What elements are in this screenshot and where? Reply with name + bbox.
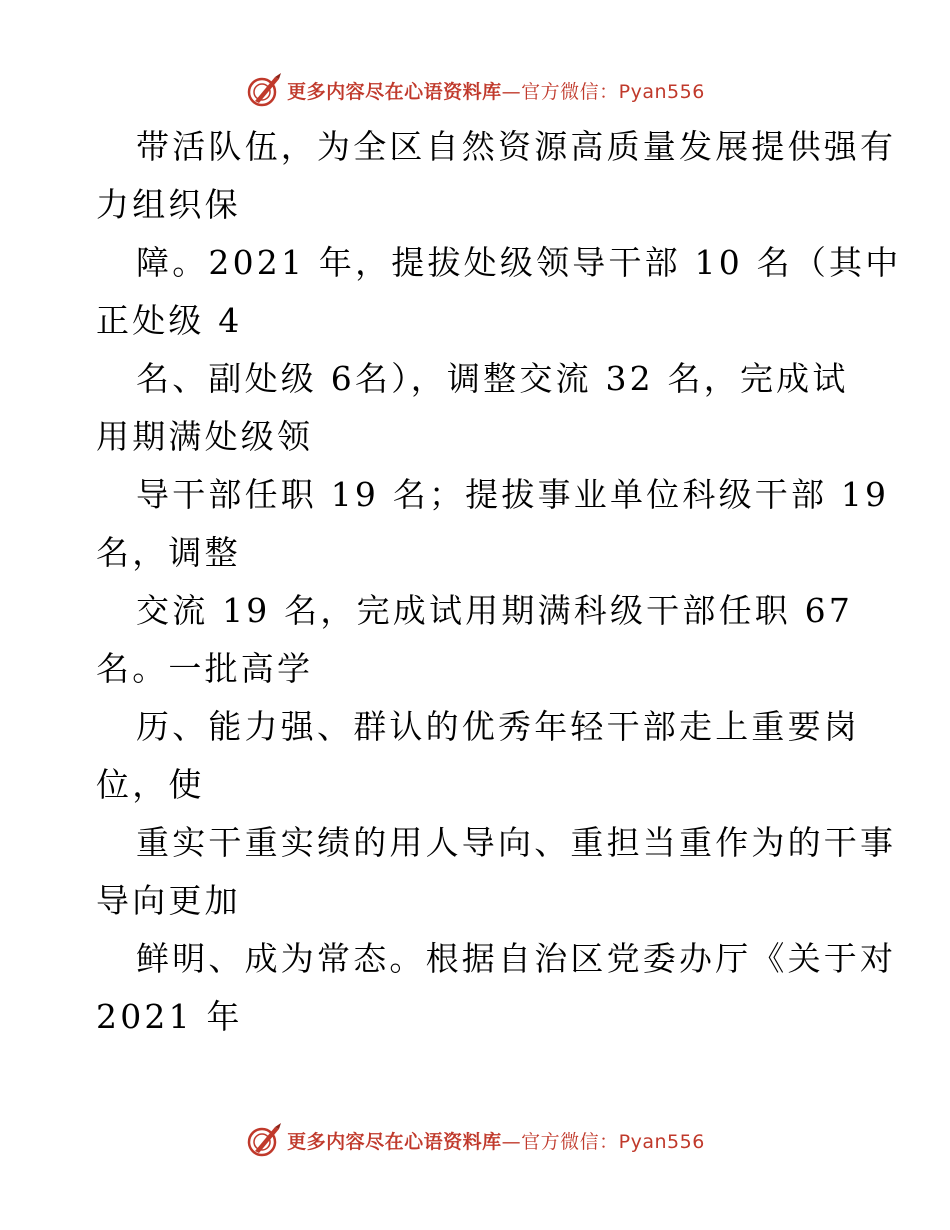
body-line: 障。2021 年，提拔处级领导干部 10 名（其中 bbox=[136, 243, 902, 282]
body-line: 名。一批高学 bbox=[96, 649, 314, 688]
watermark-sub-text: —官方微信：Pyan556 bbox=[501, 80, 705, 103]
body-line: 鲜明、成为常态。根据自治区党委办厅《关于对 bbox=[136, 939, 897, 978]
body-line: 用期满处级领 bbox=[96, 417, 314, 456]
body-line: 带活队伍，为全区自然资源高质量发展提供强有 bbox=[136, 127, 897, 166]
watermark-main-text: 更多内容尽在心语资料库 bbox=[287, 1130, 502, 1153]
red-quill-logo-icon bbox=[245, 1121, 283, 1159]
watermark-sub-text: —官方微信：Pyan556 bbox=[501, 1130, 705, 1153]
body-line: 2021 年 bbox=[96, 997, 243, 1036]
body-line: 名、副处级 6名），调整交流 32 名，完成试 bbox=[136, 359, 849, 398]
body-line: 名，调整 bbox=[96, 533, 241, 572]
body-line: 历、能力强、群认的优秀年轻干部走上重要岗 bbox=[136, 707, 860, 746]
body-line: 导向更加 bbox=[96, 881, 241, 920]
watermark-main-text: 更多内容尽在心语资料库 bbox=[287, 80, 502, 103]
document-body bbox=[96, 118, 902, 1046]
body-line: 力组织保 bbox=[96, 185, 241, 224]
footer-watermark bbox=[0, 1118, 950, 1162]
body-line: 导干部任职 19 名；提拔事业单位科级干部 19 bbox=[136, 475, 890, 514]
body-line: 交流 19 名，完成试用期满科级干部任职 67 bbox=[136, 591, 854, 630]
red-quill-logo-icon bbox=[245, 71, 283, 109]
body-line: 重实干重实绩的用人导向、重担当重作为的干事 bbox=[136, 823, 897, 862]
body-line: 正处级 4 bbox=[96, 301, 243, 340]
body-line: 位，使 bbox=[96, 765, 205, 804]
header-watermark bbox=[0, 68, 950, 112]
